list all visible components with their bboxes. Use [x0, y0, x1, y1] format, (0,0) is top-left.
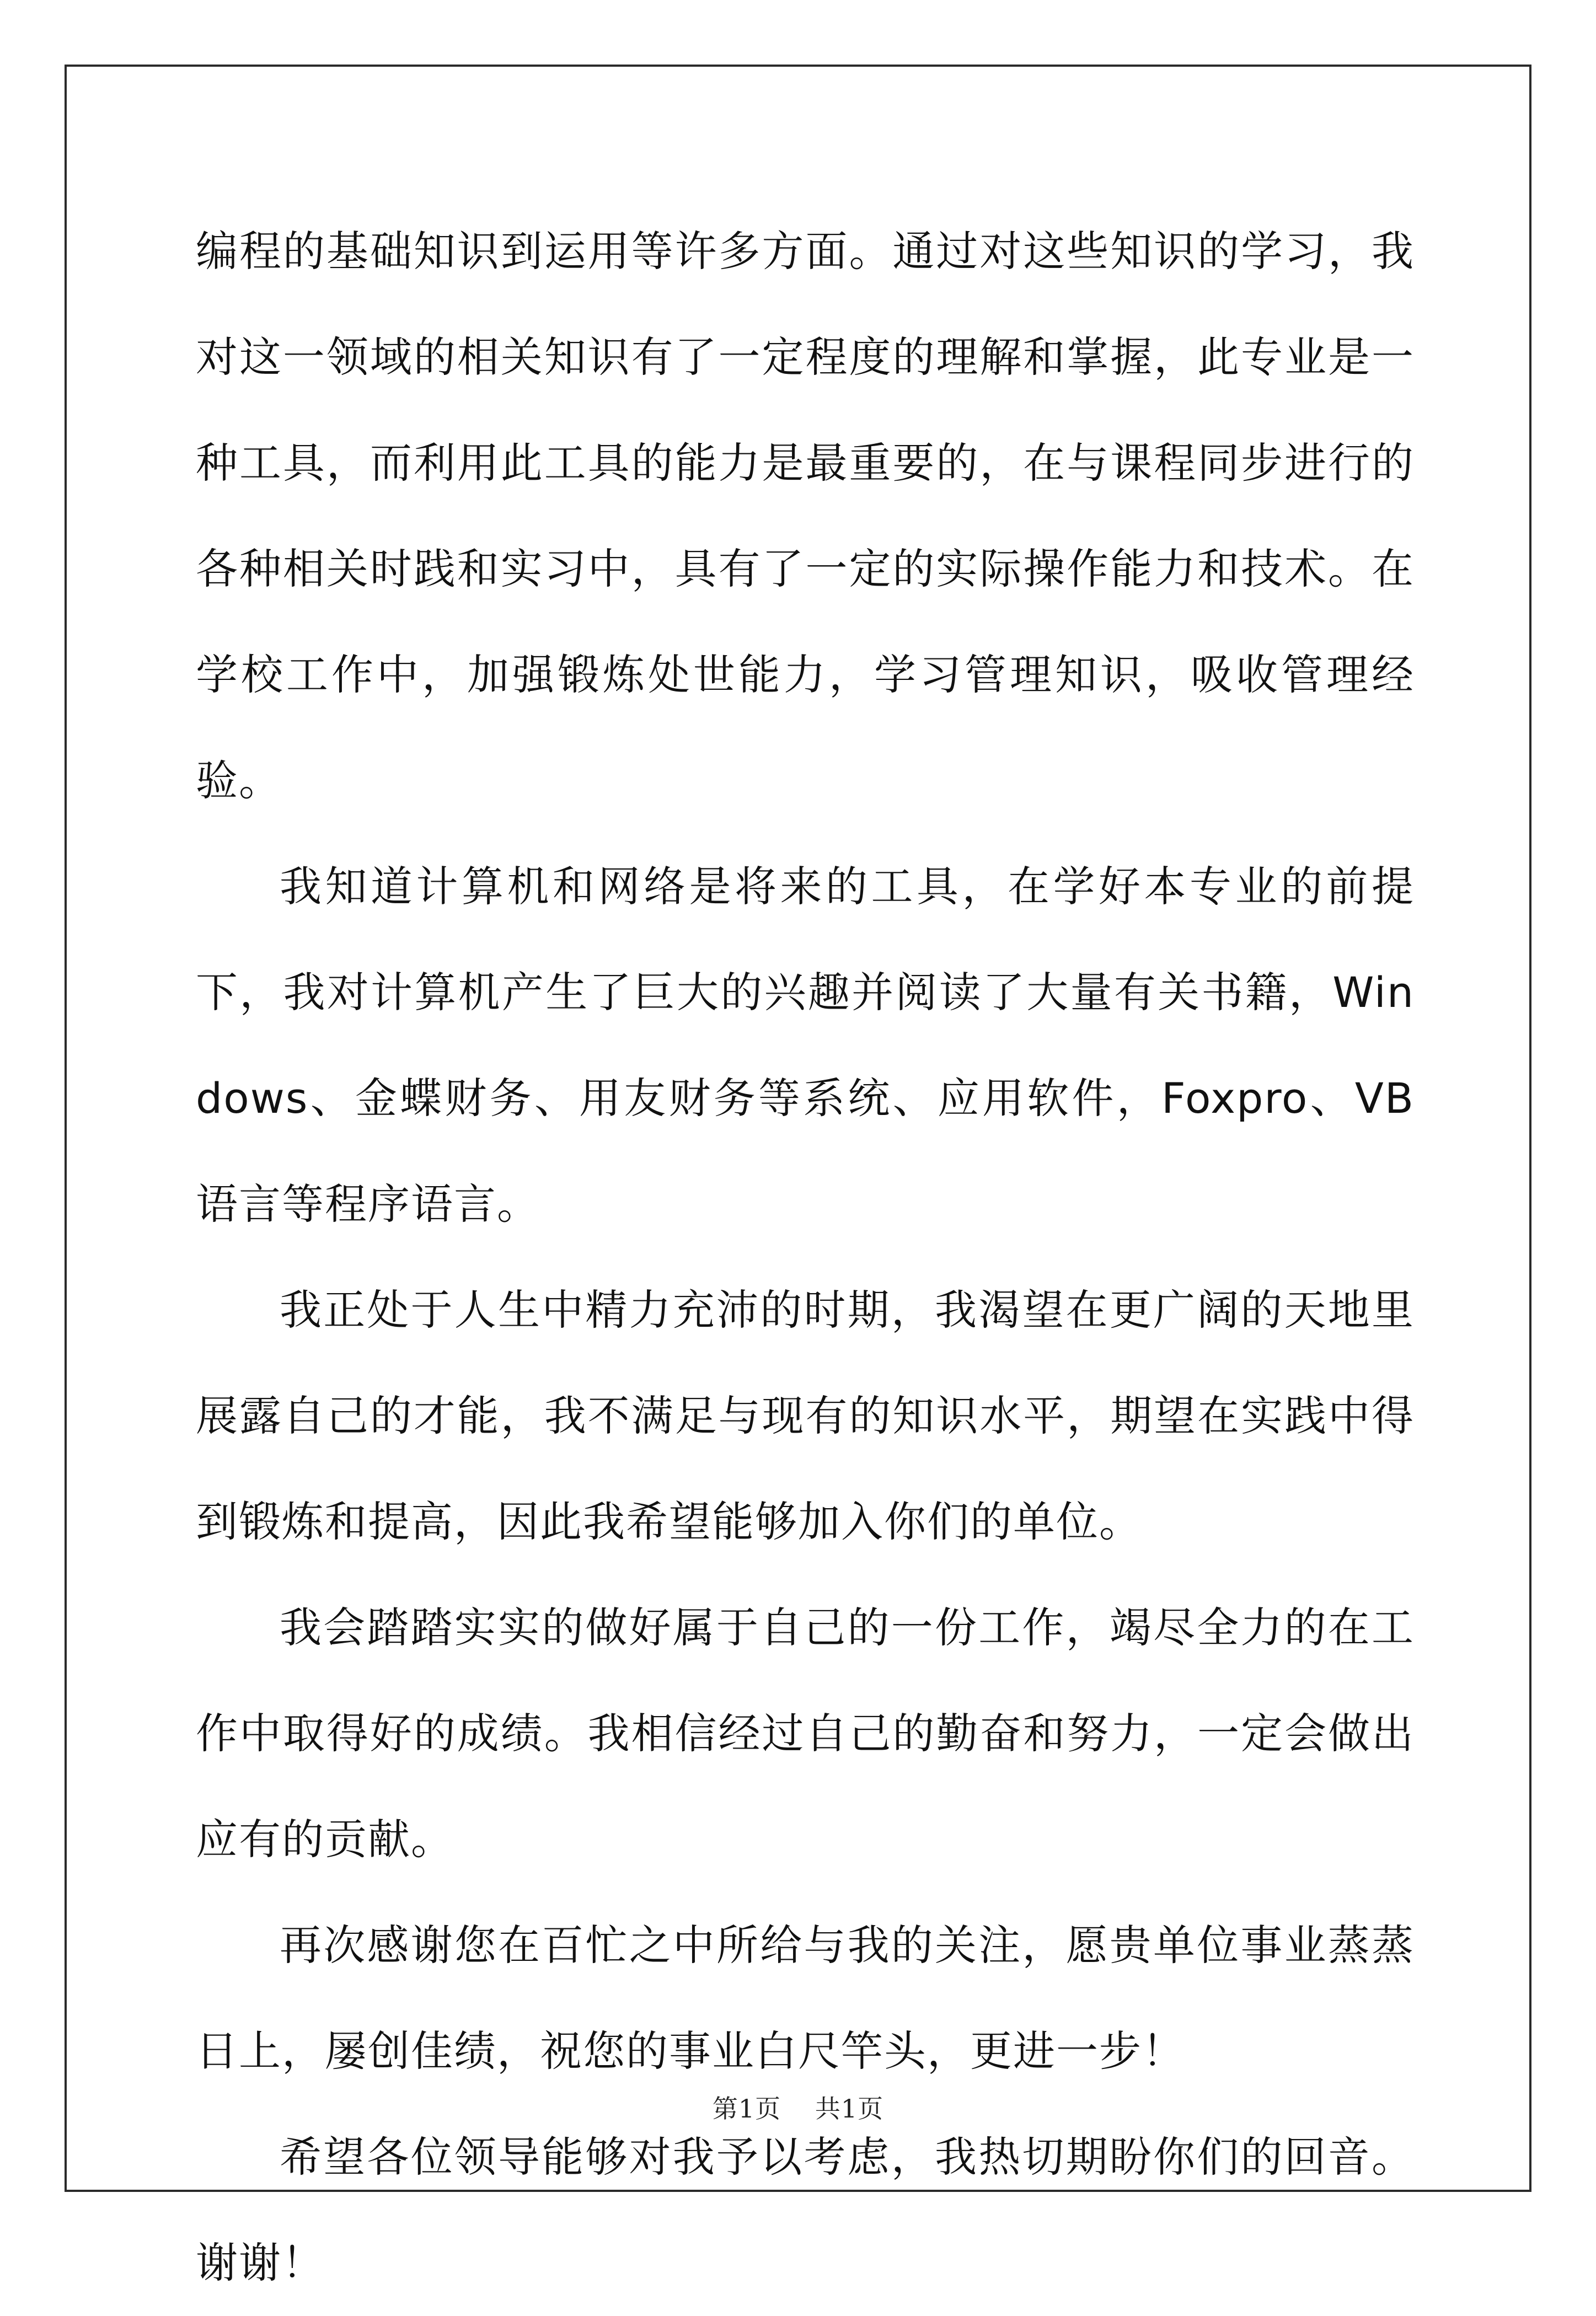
paragraph-5: 再次感谢您在百忙之中所给与我的关注，愿贵单位事业蒸蒸日上，屡创佳绩，祝您的事业白尺竿头，更进一步！	[196, 1921, 1415, 2076]
page-total: 共1页	[815, 2094, 884, 2124]
page-number: 第1页	[712, 2094, 781, 2124]
paragraph-3: 我正处于人生中精力充沛的时期，我渴望在更广阔的天地里展露自己的才能，我不满足与现有的知识水平，期望在实践中得到锻炼和提高，因此我希望能够加入你们的单位。	[196, 1285, 1415, 1546]
page-footer	[0, 2089, 1596, 2125]
paragraph-4: 我会踏踏实实的做好属于自己的一份工作，竭尽全力的在工作中取得好的成绩。我相信经过自己的勤奋和努力，一定会做出应有的贡献。	[196, 1603, 1415, 1864]
paragraph-2: 我知道计算机和网络是将来的工具，在学好本专业的前提下，我对计算机产生了巨大的兴趣并阅读了大量有关书籍，Windows、金蝶财务、用友财务等系统、应用软件，Foxpro、VB语言等程序语言。	[196, 862, 1415, 1229]
paragraph-6: 希望各位领导能够对我予以考虑，我热切期盼你们的回音。谢谢！	[196, 2132, 1415, 2287]
paragraph-1: 编程的基础知识到运用等许多方面。通过对这些知识的学习，我对这一领域的相关知识有了一定程度的理解和掌握，此专业是一种工具，而利用此工具的能力是最重要的，在与课程同步进行的各种相关时践和实习中，具有了一定的实际操作能力和技术。在学校工作中，加强锻炼处世能力，学习管理知识，吸收管理经验。	[196, 227, 1415, 805]
document-body	[196, 199, 1415, 2316]
